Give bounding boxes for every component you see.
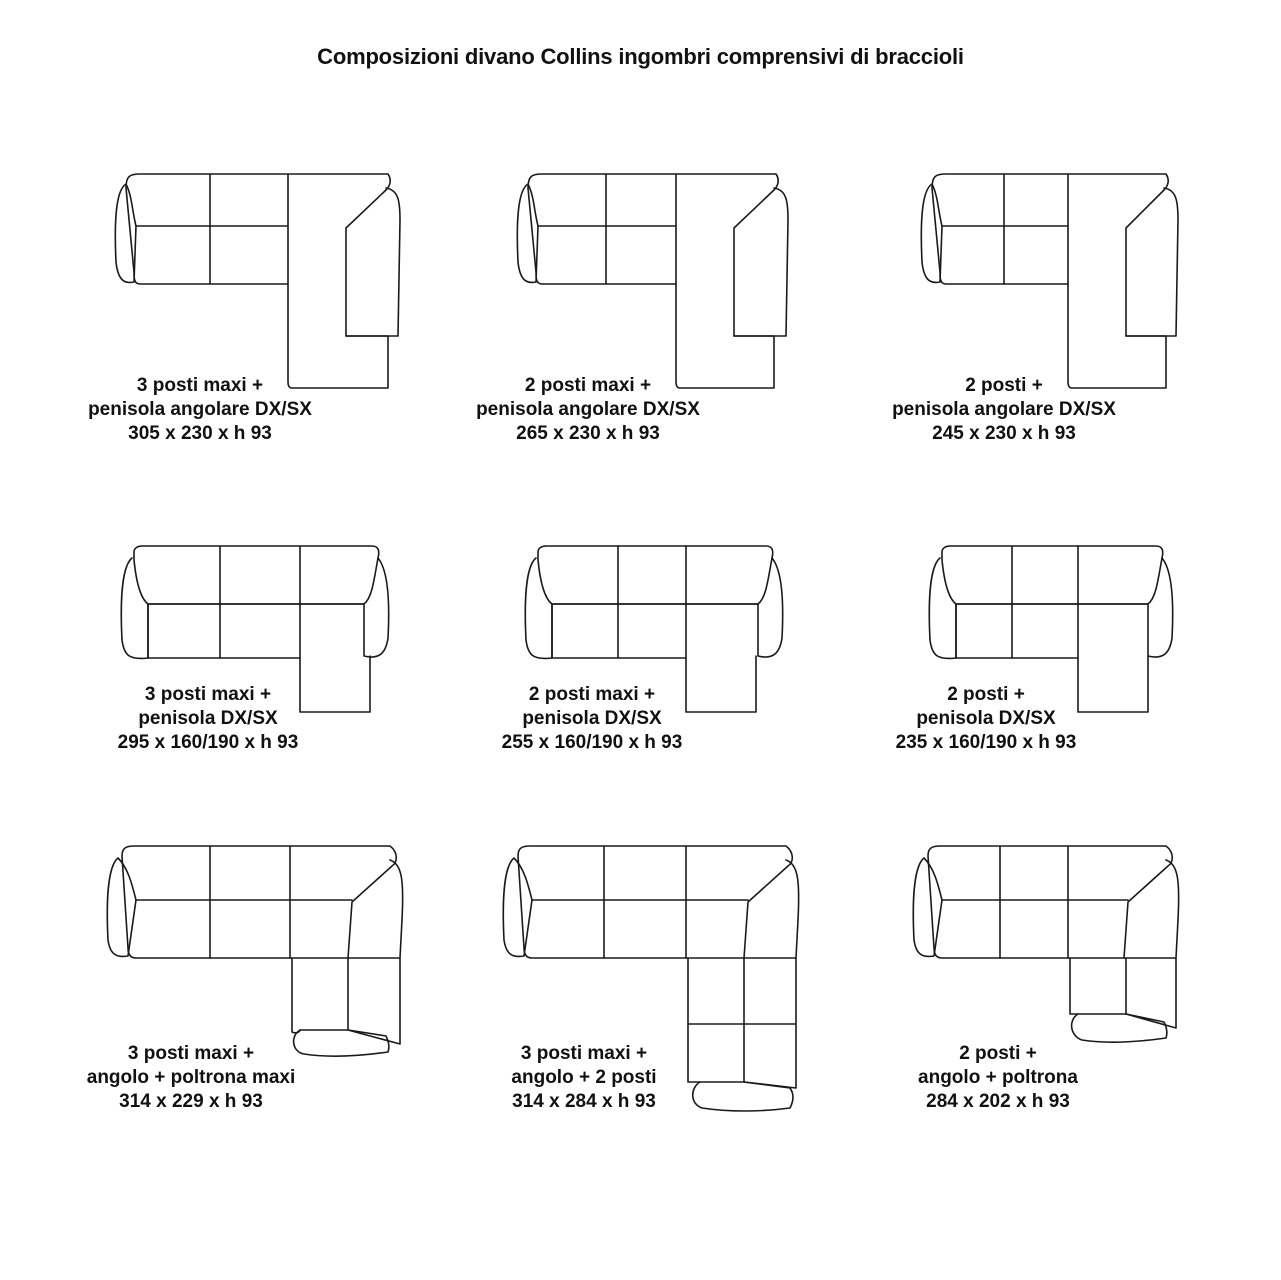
caption-line: 2 posti maxi +: [524, 375, 652, 396]
caption-line: 314 x 284 x h 93: [512, 1091, 656, 1112]
caption-line: angolo + 2 posti: [511, 1067, 657, 1088]
sofa-diagram-7: [107, 846, 402, 1056]
caption-line: 2 posti maxi +: [528, 684, 656, 705]
caption-line: 2 posti +: [959, 1043, 1037, 1064]
caption-line: 3 posti maxi +: [127, 1043, 255, 1064]
caption-line: 305 x 230 x h 93: [128, 423, 272, 444]
caption-line: penisola DX/SX: [522, 708, 662, 729]
caption-line: 245 x 230 x h 93: [932, 423, 1076, 444]
page-title: Composizioni divano Collins ingombri comprensivi di braccioli: [317, 44, 964, 69]
sofa-diagram-3: [921, 174, 1178, 388]
caption-line: penisola DX/SX: [138, 708, 278, 729]
sofa-diagram-9: [913, 846, 1178, 1042]
caption-line: penisola angolare DX/SX: [476, 399, 700, 420]
caption-1: [40, 374, 360, 446]
caption-line: 2 posti +: [965, 375, 1043, 396]
caption-line: 284 x 202 x h 93: [926, 1091, 1070, 1112]
caption-line: 235 x 160/190 x h 93: [895, 732, 1077, 753]
caption-2: [428, 374, 748, 446]
caption-line: 255 x 160/190 x h 93: [501, 732, 683, 753]
sofa-diagram-1: [115, 174, 400, 388]
caption-line: penisola angolare DX/SX: [892, 399, 1116, 420]
caption-7: [31, 1042, 351, 1114]
caption-line: 295 x 160/190 x h 93: [117, 732, 299, 753]
caption-9: [838, 1042, 1158, 1114]
caption-line: penisola angolare DX/SX: [88, 399, 312, 420]
caption-line: 3 posti maxi +: [520, 1043, 648, 1064]
caption-line: angolo + poltrona maxi: [86, 1067, 296, 1088]
caption-3: [844, 374, 1164, 446]
sofa-diagram-2: [517, 174, 788, 388]
caption-5: [432, 683, 752, 755]
caption-line: 314 x 229 x h 93: [119, 1091, 263, 1112]
caption-line: 3 posti maxi +: [136, 375, 264, 396]
caption-line: 2 posti +: [947, 684, 1025, 705]
caption-6: [826, 683, 1146, 755]
caption-line: angolo + poltrona: [918, 1067, 1078, 1088]
caption-line: penisola DX/SX: [916, 708, 1056, 729]
caption-line: 3 posti maxi +: [144, 684, 272, 705]
caption-8: [424, 1042, 744, 1114]
caption-line: 265 x 230 x h 93: [516, 423, 660, 444]
caption-4: [48, 683, 368, 755]
